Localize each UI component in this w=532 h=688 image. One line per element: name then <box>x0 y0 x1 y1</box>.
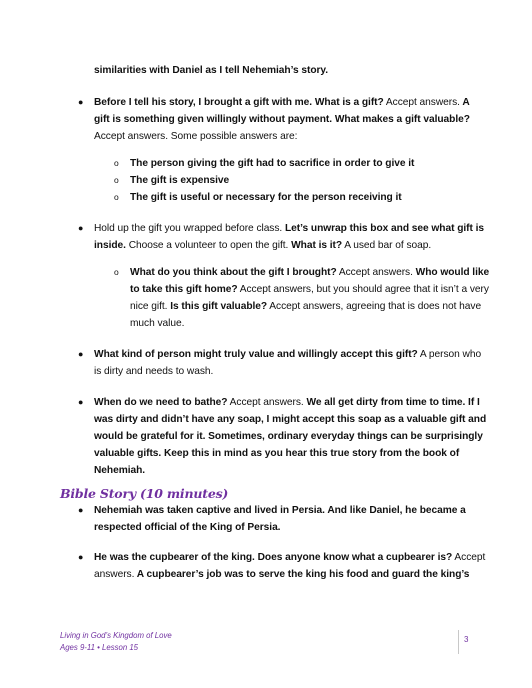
bullet-2-line-2: inside. Choose a volunteer to open the gift. What is it? A used bar of soap. <box>94 240 432 251</box>
gift-criteria-item: The gift is expensive <box>130 175 230 186</box>
bullet-icon: ● <box>78 349 84 359</box>
bullet-icon: ● <box>78 223 84 233</box>
sub-bullet-icon: o <box>114 267 119 277</box>
bullet-2-sub-line-2: to take this gift home? Accept answers, but you should agree that it isn’t a very <box>130 284 489 295</box>
bullet-1-line-2: gift is something given willingly without payment. What makes a gift valuable? <box>94 114 470 125</box>
footer-title: Living in God’s Kingdom of Love <box>60 631 172 640</box>
bullet-3-line-2: is dirty and needs to wash. <box>94 366 214 377</box>
bullet-4-line-3: would be grateful for it. Sometimes, ordinary everyday things can be surprisingly <box>94 431 483 442</box>
footer-divider <box>458 630 459 654</box>
bullet-4-line-1: When do we need to bathe? Accept answers. We all get dirty from time to time. If I <box>94 397 480 408</box>
section-heading: Bible Story (10 minutes) <box>60 486 229 501</box>
footer-subtitle: Ages 9-11 • Lesson 15 <box>60 643 139 652</box>
bullet-6-line-1: He was the cupbearer of the king. Does anyone know what a cupbearer is? Accept <box>94 552 486 563</box>
sub-bullet-icon: o <box>114 158 119 168</box>
intro-tail-text: similarities with Daniel as I tell Nehemiah’s story. <box>94 65 329 76</box>
bullet-icon: ● <box>78 552 84 562</box>
bullet-5-line-1: Nehemiah was taken captive and lived in Persia. And like Daniel, he became a <box>94 505 466 516</box>
bullet-4-line-4: valuable gifts. Keep this in mind as you hear this true story from the book of <box>94 448 460 459</box>
page-number: 3 <box>464 635 469 644</box>
bullet-icon: ● <box>78 97 84 107</box>
page-footer <box>60 630 172 654</box>
bullet-1-line-1: Before I tell his story, I brought a gift with me. What is a gift? Accept answers. A <box>94 97 470 108</box>
bullet-icon: ● <box>78 505 84 515</box>
bullet-4-line-5: Nehemiah. <box>94 465 146 476</box>
gift-criteria-item: The person giving the gift had to sacrifice in order to give it <box>130 158 415 169</box>
sub-bullet-icon: o <box>114 192 119 202</box>
bullet-2-sub-line-1: What do you think about the gift I brought? Accept answers. Who would like <box>130 267 490 278</box>
bullet-5-line-2: respected official of the King of Persia. <box>94 522 281 533</box>
bullet-icon: ● <box>78 397 84 407</box>
bullet-6-line-2: answers. A cupbearer’s job was to serve the king his food and guard the king’s <box>94 569 470 580</box>
sub-bullet-icon: o <box>114 175 119 185</box>
bullet-2-line-1: Hold up the gift you wrapped before class. Let’s unwrap this box and see what gift is <box>94 223 485 234</box>
bullet-1-line-3: Accept answers. Some possible answers are: <box>94 131 298 142</box>
bullet-3-line-1: What kind of person might truly value and willingly accept this gift? A person who <box>94 349 482 360</box>
bullet-2-sub-line-3: nice gift. Is this gift valuable? Accept answers, agreeing that is does not have <box>130 301 482 312</box>
bullet-4-line-2: was dirty and didn’t have any soap, I might accept this soap as a valuable gift and <box>94 414 487 425</box>
gift-criteria-item: The gift is useful or necessary for the person receiving it <box>130 192 402 203</box>
bullet-2-sub-line-4: much value. <box>130 318 185 329</box>
